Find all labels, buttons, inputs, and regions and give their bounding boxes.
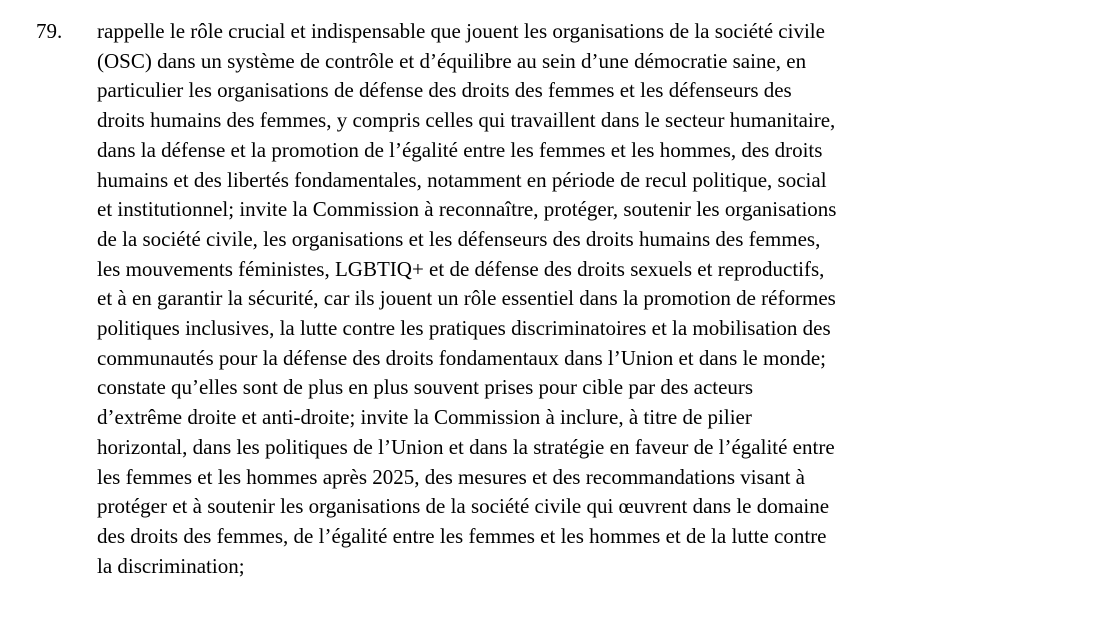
text-line: d’extrême droite et anti-droite; invite la Commission à inclure, à titre de pilier [97, 405, 752, 430]
text-line: horizontal, dans les politiques de l’Union et dans la stratégie en faveur de l’égalité entre [97, 434, 835, 459]
text-line: humains et des libertés fondamentales, notamment en période de recul politique, social [97, 167, 827, 192]
text-line: communautés pour la défense des droits fondamentaux dans l’Union et dans le monde; [97, 345, 826, 370]
text-line: les femmes et les hommes après 2025, des mesures et des recommandations visant à [97, 464, 805, 489]
text-line: la discrimination; [97, 553, 245, 578]
paragraph-number: 79. [36, 19, 63, 43]
paragraph-text [97, 17, 1106, 581]
text-line: politiques inclusives, la lutte contre les pratiques discriminatoires et la mobilisation des [97, 316, 831, 341]
text-line: des droits des femmes, de l’égalité entre les femmes et les hommes et de la lutte contre [97, 523, 827, 548]
text-line: droits humains des femmes, y compris celles qui travaillent dans le secteur humanitaire, [97, 108, 836, 133]
text-line: rappelle le rôle crucial et indispensable que jouent les organisations de la société civile [97, 19, 825, 43]
text-line: dans la défense et la promotion de l’égalité entre les femmes et les hommes, des droits [97, 137, 823, 162]
text-line: particulier les organisations de défense des droits des femmes et les défenseurs des [97, 78, 792, 103]
text-line: de la société civile, les organisations et les défenseurs des droits humains des femmes, [97, 226, 821, 251]
numbered-paragraph [36, 17, 1106, 581]
text-line: et institutionnel; invite la Commission à reconnaître, protéger, soutenir les organisations [97, 197, 837, 222]
text-line: constate qu’elles sont de plus en plus souvent prises pour cible par des acteurs [97, 375, 754, 400]
text-line: les mouvements féministes, LGBTIQ+ et de défense des droits sexuels et reproductifs, [97, 256, 825, 281]
text-line: et à en garantir la sécurité, car ils jouent un rôle essentiel dans la promotion de réformes [97, 286, 836, 311]
text-line: protéger et à soutenir les organisations de la société civile qui œuvrent dans le domaine [97, 494, 830, 519]
text-line: (OSC) dans un système de contrôle et d’équilibre au sein d’une démocratie saine, en [97, 48, 807, 73]
